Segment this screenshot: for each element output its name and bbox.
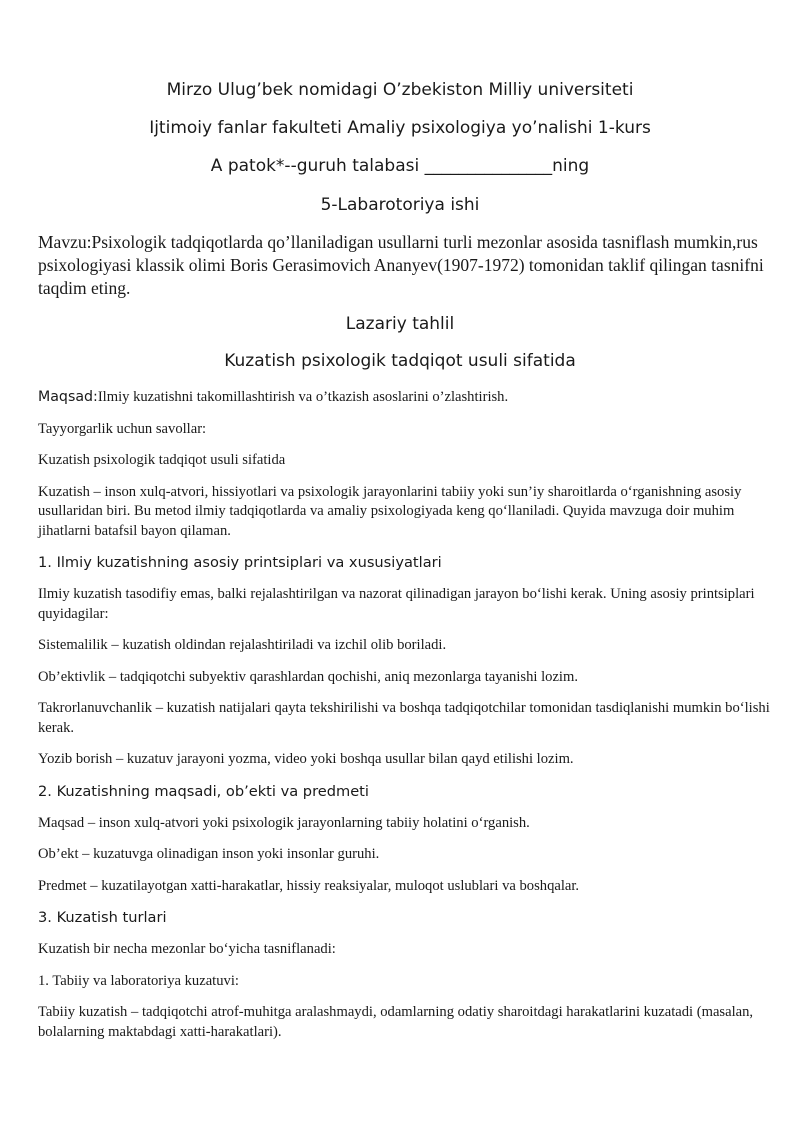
section2-item: Ob’ekt – kuzatuvga olinadigan inson yoki insonlar guruhi. (38, 846, 380, 862)
section1-item: Yozib borish – kuzatuv jarayoni yozma, video yoki boshqa usullar bilan qayd etilishi lozim. (38, 751, 574, 767)
goal-label: Maqsad: (38, 389, 98, 405)
section1-item: Ob’ektivlik – tadqiqotchi subyektiv qarashlardan qochishi, aniq mezonlarga tayanishi lozim. (38, 668, 578, 685)
goal-text: Ilmiy kuzatishni takomillashtirish va o’tkazish asoslarini o’zlashtirish. (97, 389, 509, 405)
section3-subheading: 1. Tabiiy va laboratoriya kuzatuvi: (38, 972, 239, 989)
section1-intro: Ilmiy kuzatish tasodifiy emas, balki rejalashtirilgan va nazorat qilinadigan jarayon bo‘lishi kerak. Uning asosiy printsiplari quyidagilar: (38, 586, 755, 622)
section1-item: Sistemalilik – kuzatish oldindan rejalashtiriladi va izchil olib boriladi. (38, 637, 447, 653)
topic-paragraph: Mavzu:Psixologik tadqiqotlarda qo’llaniladigan usullarni turli mezonlar asosida tasniflash mumkin,rus psixologiyasi klassik olimi Boris Gerasimovich Ananyev(1907-1972) tomonidan taklif qilingan tasnifni taqdim eting. (38, 232, 764, 298)
intro-paragraph: Kuzatish – inson xulq-atvori, hissiyotlari va psixologik jarayonlarini tabiiy yoki sun’iy sharoitlarda o‘rganishning asosiy usullaridan biri. Bu metod ilmiy tadqiqotlarda va amaliy psixologiyada keng qo‘llaniladi. Quyida mavzuga doir muhim jihatlarni batafsil bayon qilaman. (38, 483, 742, 539)
section3-intro: Kuzatish bir necha mezonlar bo‘yicha tasniflanadi: (38, 941, 336, 957)
goal-paragraph (38, 388, 772, 408)
group-line: A patok*--guruh talabasi _______________ning (210, 156, 590, 176)
section-title-method: Kuzatish psixologik tadqiqot usuli sifatida (224, 351, 576, 371)
section1-heading: 1. Ilmiy kuzatishning asosiy printsiplari va xususiyatlari (38, 554, 442, 571)
lab-title: 5-Labarotoriya ishi (320, 195, 480, 215)
section-title-lazariy: Lazariy tahlil (345, 314, 455, 334)
document-body (38, 388, 772, 1054)
section1-item: Takrorlanuvchanlik – kuzatish natijalari qayta tekshirilishi va boshqa tadqiqotchilar tomonidan tasdiqlanishi mumkin bo‘lishi kerak. (38, 700, 770, 736)
prep-title: Kuzatish psixologik tadqiqot usuli sifatida (38, 452, 286, 468)
university-name: Mirzo Ulug’bek nomidagi O’zbekiston Milliy universiteti (166, 80, 634, 100)
section3-heading: 3. Kuzatish turlari (38, 909, 167, 926)
prep-questions: Tayyorgarlik uchun savollar: (38, 420, 207, 437)
section2-item: Predmet – kuzatilayotgan xatti-harakatlar, hissiy reaksiyalar, muloqot uslublari va boshqalar. (38, 877, 580, 894)
section2-heading: 2. Kuzatishning maqsadi, ob’ekti va predmeti (38, 782, 369, 800)
section3-subtext: Tabiiy kuzatish – tadqiqotchi atrof-muhitga aralashmaydi, odamlarning odatiy sharoitdagi harakatlarini kuzatadi (masalan, bolalarning maktabdagi xatti-harakatlari). (38, 1004, 754, 1040)
faculty-line: Ijtimoiy fanlar fakulteti Amaliy psixologiya yo’nalishi 1-kurs (149, 118, 651, 138)
section2-item: Maqsad – inson xulq-atvori yoki psixologik jarayonlarning tabiiy holatini o‘rganish. (38, 814, 530, 831)
